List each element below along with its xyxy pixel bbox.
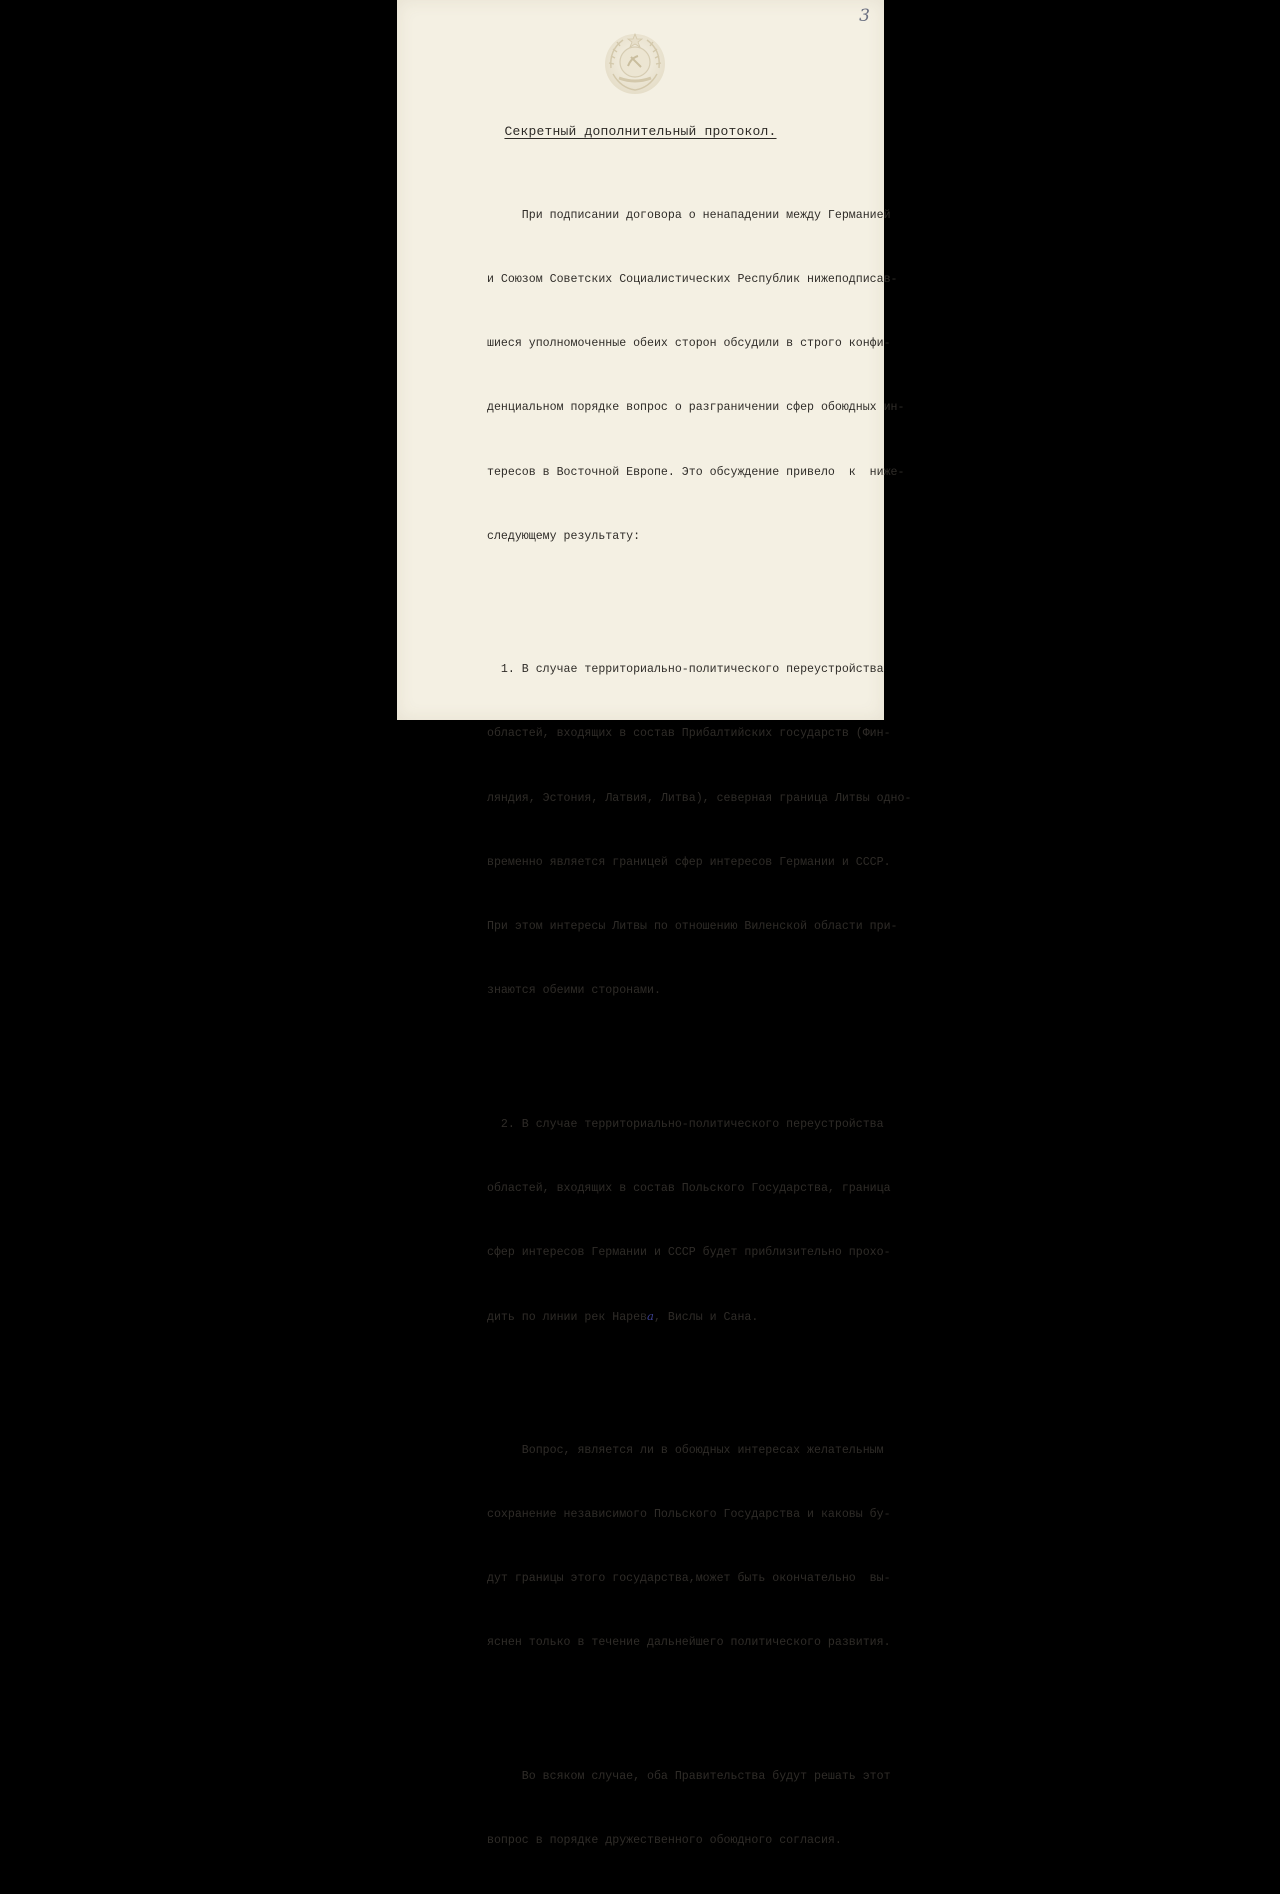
paragraph-gap [487, 1371, 879, 1376]
text-line: яснен только в течение дальнейшего политического развития. [487, 1636, 891, 1650]
text-line: областей, входящих в состав Прибалтийских государств (Фин- [487, 727, 891, 741]
text-fragment: , Вислы и Сана. [653, 1311, 759, 1325]
document-title [397, 124, 884, 139]
text-fragment: дить по линии рек Нарев [487, 1311, 648, 1325]
text-line: шиеся уполномоченные обеих сторон обсудили в строго конфи- [487, 337, 891, 351]
text-line: 2. В случае территориально-политического переустройства [487, 1117, 884, 1131]
text-line: денциальном порядке вопрос о разграничении сфер обоюдных ин- [487, 401, 905, 415]
paragraph-gap [487, 1697, 879, 1702]
paragraph-gap [487, 590, 879, 595]
text-line: сохранение независимого Польского Государства и каковы бу- [487, 1507, 891, 1521]
text-line: следующему результату: [487, 529, 641, 543]
text-line: 1. В случае территориально-политического переустройства [487, 663, 884, 677]
state-emblem-icon [601, 28, 669, 96]
document-body [487, 162, 912, 1894]
handwritten-correction: а [647, 1309, 654, 1324]
text-line: временно является границей сфер интересов Германии и СССР. [487, 855, 891, 869]
text-line: При этом интересы Литвы по отношению Виленской области при- [487, 920, 898, 934]
text-line: тересов в Восточной Европе. Это обсуждение привело к ниже- [487, 465, 905, 479]
text-line: сфер интересов Германии и СССР будет приблизительно прохо- [487, 1246, 891, 1260]
page-number: 3 [859, 6, 870, 26]
text-line-with-correction [487, 1306, 879, 1327]
text-line: знаются обеими сторонами. [487, 984, 661, 998]
text-line: дут границы этого государства,может быть окончательно вы- [487, 1572, 891, 1586]
text-line: и Союзом Советских Социалистических Республик нижеподписав- [487, 273, 898, 287]
document-page [397, 0, 912, 1847]
paragraph-gap [487, 1044, 879, 1049]
text-line: При подписании договора о ненападении между Германией [487, 208, 891, 222]
document-title-text: Секретный дополнительный протокол. [504, 124, 777, 139]
text-line: областей, входящих в состав Польского Государства, граница [487, 1181, 891, 1195]
text-line: вопрос в порядке дружественного обоюдного согласия. [487, 1833, 842, 1847]
text-line: Во всяком случае, оба Правительства будут решать этот [487, 1769, 891, 1783]
text-line: ляндия, Эстония, Латвия, Литва), северная граница Литвы одно- [487, 791, 912, 805]
text-line: Вопрос, является ли в обоюдных интересах желательным [487, 1443, 884, 1457]
